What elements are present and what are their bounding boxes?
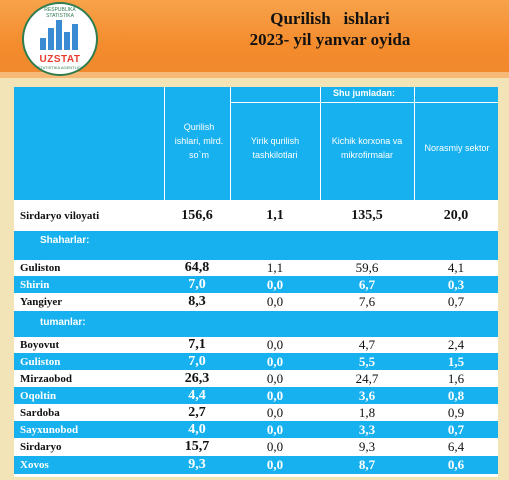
row-name: Sirdaryo viloyati — [20, 209, 100, 222]
row-name: Yangiyer — [20, 296, 63, 308]
row-name: Oqoltin — [20, 389, 57, 402]
row-total: 4,0 — [188, 421, 206, 437]
uzstat-logo — [22, 2, 98, 76]
table-row — [14, 276, 498, 293]
row-kichik: 6,7 — [358, 276, 376, 292]
row-yirik: 0,0 — [266, 421, 284, 437]
row-kichik: 4,7 — [358, 337, 376, 352]
row-yirik: 0,0 — [266, 353, 284, 369]
row-name: Shirin — [20, 278, 50, 291]
row-norasmiy: 1,5 — [447, 353, 465, 369]
row-total: 7,1 — [188, 337, 206, 352]
row-yirik: 0,0 — [266, 337, 284, 352]
row-total: 26,3 — [184, 370, 210, 386]
col-header-total: Qurilish ishlari, mlrd. so`m — [174, 122, 224, 160]
row-yirik: 0,0 — [266, 370, 284, 386]
row-norasmiy: 0,7 — [447, 294, 465, 309]
row-total: 2,7 — [188, 404, 206, 420]
row-yirik: 0,0 — [266, 276, 284, 292]
table-row — [14, 404, 498, 421]
table-row-region — [14, 200, 498, 231]
bar-chart-icon — [40, 18, 80, 50]
table-row — [14, 353, 498, 370]
row-yirik: 1,1 — [266, 260, 284, 275]
row-yirik: 0,0 — [266, 439, 284, 454]
row-total: 64,8 — [184, 260, 210, 275]
section-cities — [14, 231, 498, 260]
table-row — [14, 421, 498, 438]
row-name: Boyovut — [20, 339, 60, 351]
page-title — [200, 8, 460, 50]
row-yirik: 0,0 — [266, 294, 284, 309]
row-kichik: 135,5 — [351, 207, 383, 223]
table-row — [14, 293, 498, 311]
row-kichik: 8,7 — [358, 457, 376, 472]
row-yirik: 0,0 — [266, 387, 284, 403]
row-norasmiy: 2,4 — [447, 337, 465, 352]
row-total: 4,4 — [188, 387, 206, 403]
table-row — [14, 337, 498, 353]
table-row — [14, 387, 498, 404]
section-cities-label: Shaharlar: — [40, 235, 90, 246]
row-name: Guliston — [20, 262, 61, 274]
row-name: Sayxunobod — [20, 423, 79, 436]
row-yirik: 0,0 — [266, 457, 284, 472]
row-yirik: 0,0 — [266, 404, 284, 420]
logo-text: UZSTAT — [39, 54, 81, 65]
table-row — [14, 260, 498, 276]
row-norasmiy: 0,9 — [447, 404, 465, 420]
row-norasmiy: 0,7 — [447, 421, 465, 437]
row-yirik: 1,1 — [266, 207, 284, 223]
row-kichik: 3,6 — [358, 387, 376, 403]
row-name: Sardoba — [20, 406, 60, 419]
row-total: 15,7 — [184, 439, 210, 454]
section-districts-label: tumanlar: — [40, 317, 86, 328]
header-stripe — [0, 72, 509, 78]
row-norasmiy: 20,0 — [443, 207, 469, 223]
title-line-2: 2023- yil yanvar oyida — [249, 30, 411, 49]
title-line-1: Qurilish ishlari — [270, 9, 390, 28]
data-table — [14, 87, 498, 477]
logo-sub-text: STATISTIKA AGENTLIGI — [37, 65, 83, 70]
header-banner — [0, 0, 509, 78]
row-name: Guliston — [20, 355, 61, 368]
row-norasmiy: 0,6 — [447, 457, 465, 472]
row-total: 9,3 — [188, 457, 206, 472]
row-kichik: 1,8 — [358, 404, 376, 420]
table-row — [14, 456, 498, 474]
section-districts — [14, 311, 498, 337]
group-header: Shu jumladan: — [332, 88, 395, 98]
row-kichik: 7,6 — [358, 294, 376, 309]
row-kichik: 9,3 — [358, 439, 376, 454]
row-kichik: 24,7 — [355, 370, 379, 386]
table-row — [14, 438, 498, 456]
col-header-kichik: Kichik korxona va mikrofirmalar — [331, 136, 403, 160]
row-norasmiy: 0,8 — [447, 387, 465, 403]
row-kichik: 59,6 — [355, 260, 379, 275]
row-total: 156,6 — [181, 207, 213, 223]
row-norasmiy: 0,3 — [447, 276, 465, 292]
row-name: Sirdaryo — [20, 441, 62, 453]
col-header-yirik: Yirik qurilish tashkilotlari — [250, 136, 300, 160]
table-header — [14, 87, 498, 200]
row-name: Xovos — [20, 459, 49, 471]
row-kichik: 5,5 — [358, 353, 376, 369]
row-norasmiy: 6,4 — [447, 439, 465, 454]
row-total: 8,3 — [188, 294, 206, 309]
row-kichik: 3,3 — [358, 421, 376, 437]
row-norasmiy: 1,6 — [447, 370, 465, 386]
table-row — [14, 370, 498, 387]
row-name: Mirzaobod — [20, 372, 72, 385]
logo-ring-text: RESPUBLIKA STATISTIKA — [44, 7, 76, 19]
col-header-norasmiy: Norasmiy sektor — [424, 143, 490, 153]
row-total: 7,0 — [188, 276, 206, 292]
row-norasmiy: 4,1 — [447, 260, 465, 275]
row-total: 7,0 — [188, 353, 206, 369]
